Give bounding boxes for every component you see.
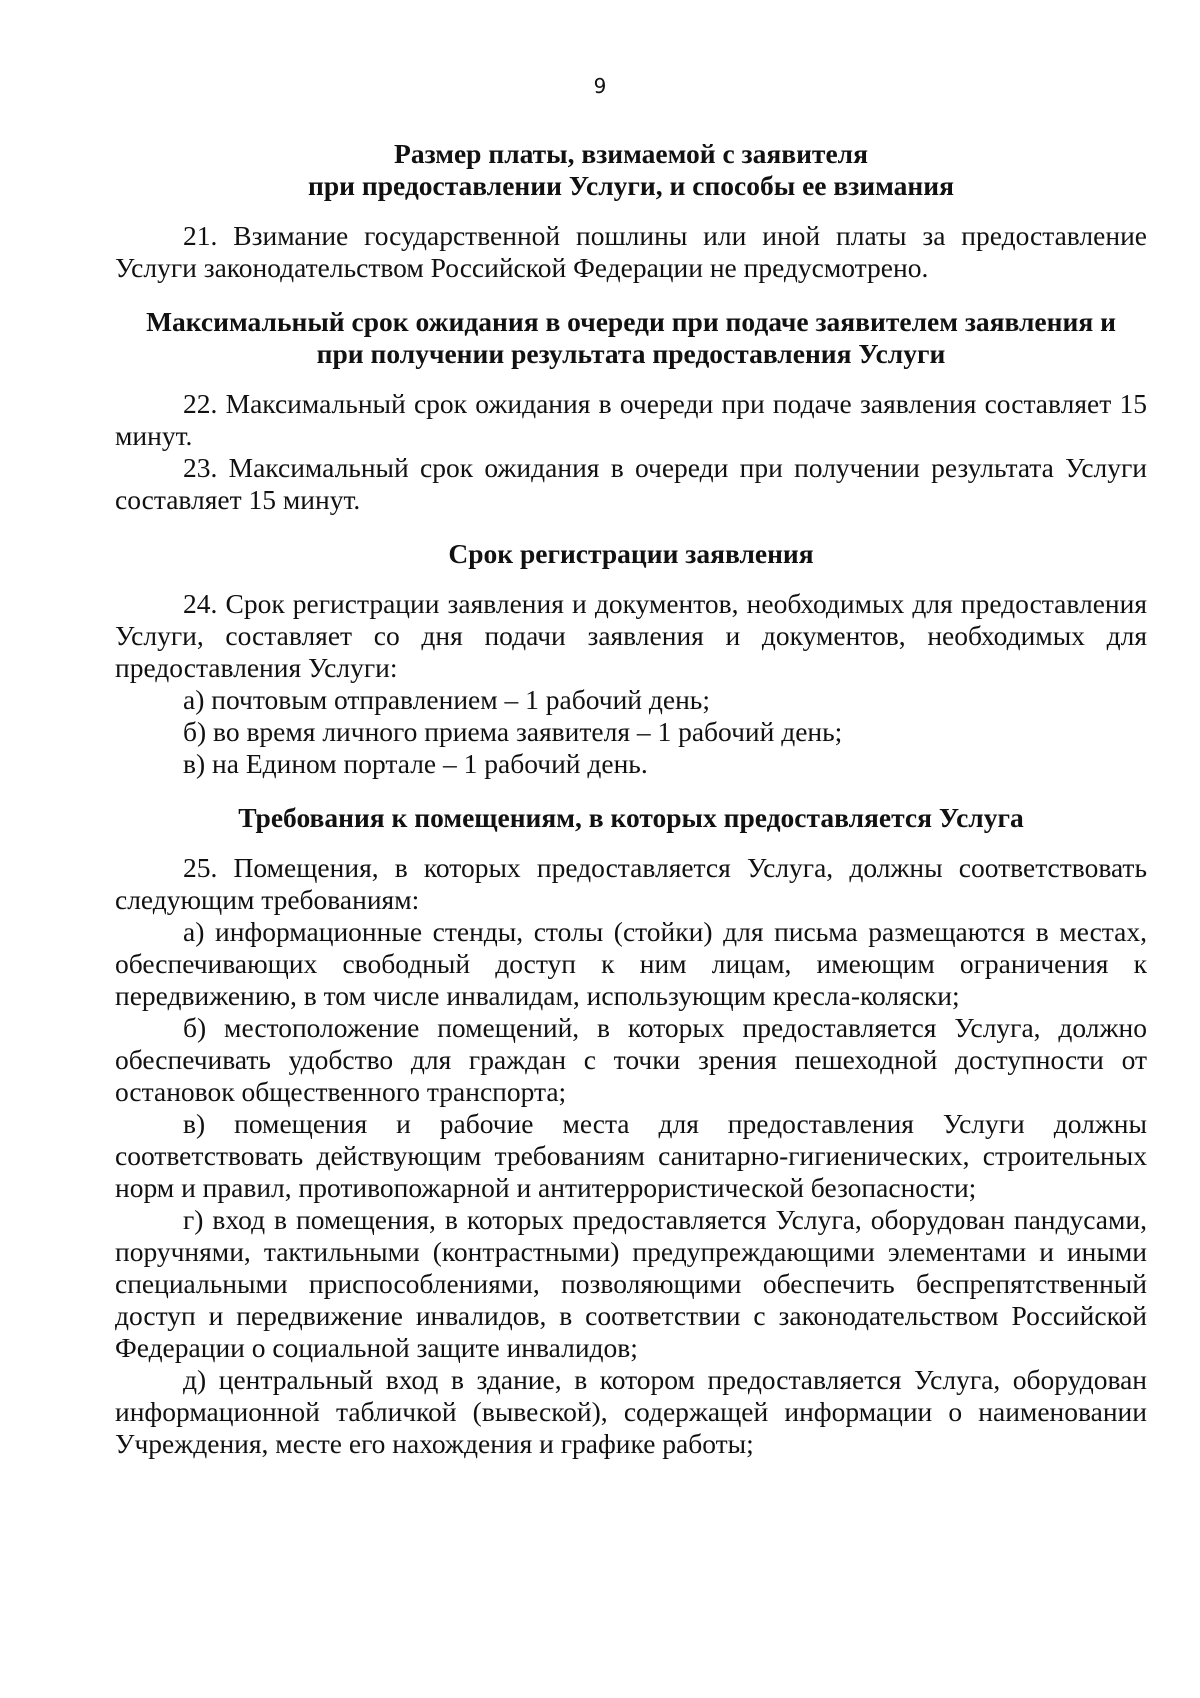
section-heading-queue <box>115 306 1147 370</box>
list-item: г) вход в помещения, в которых предоставляется Услуга, оборудован пандусами, поручнями, тактильными (контрастными) предупреждающими элементами и иными специальными приспособлениями, позволяющими обеспечить беспрепятственный доступ и передвижение инвалидов, в соответствии с законодательством Российской Федерации о социальной защите инвалидов; <box>115 1204 1147 1363</box>
page-number: 9 <box>593 74 607 98</box>
heading-line: Максимальный срок ожидания в очереди при подаче заявителем заявления и <box>146 306 1116 337</box>
heading-line: при предоставлении Услуги, и способы ее взимания <box>308 170 954 201</box>
section-heading-registration: Срок регистрации заявления <box>448 538 814 569</box>
section-heading-payment <box>115 138 1147 202</box>
list-item: д) центральный вход в здание, в котором предоставляется Услуга, оборудован информационной табличкой (вывеской), содержащей информации о наименовании Учреждения, месте его нахождения и графике работы; <box>115 1364 1147 1459</box>
document-body <box>115 138 1147 1460</box>
paragraph-21: 21. Взимание государственной пошлины или иной платы за предоставление Услуги законодательством Российской Федерации не предусмотрено. <box>115 220 1147 283</box>
list-item: а) почтовым отправлением – 1 рабочий день; <box>183 684 710 715</box>
list-item: б) местоположение помещений, в которых предоставляется Услуга, должно обеспечивать удобство для граждан с точки зрения пешеходной доступности от остановок общественного транспорта; <box>115 1012 1147 1107</box>
section-heading-premises: Требования к помещениям, в которых предоставляется Услуга <box>238 802 1024 833</box>
list-item: в) помещения и рабочие места для предоставления Услуги должны соответствовать действующим требованиям санитарно-гигиенических, строительных норм и правил, противопожарной и антитеррористической безопасности; <box>115 1108 1147 1203</box>
paragraph-25: 25. Помещения, в которых предоставляется Услуга, должны соответствовать следующим требованиям: <box>115 852 1147 915</box>
heading-line: Размер платы, взимаемой с заявителя <box>394 138 868 169</box>
heading-line: при получении результата предоставления Услуги <box>316 338 946 369</box>
paragraph-24: 24. Срок регистрации заявления и документов, необходимых для предоставления Услуги, составляет со дня подачи заявления и документов, необходимых для предоставления Услуги: <box>115 588 1147 683</box>
list-item: б) во время личного приема заявителя – 1 рабочий день; <box>183 716 843 747</box>
list-item: а) информационные стенды, столы (стойки) для письма размещаются в местах, обеспечивающих свободный доступ к ним лицам, имеющим ограничения к передвижению, в том числе инвалидам, использующим кресла-коляски; <box>115 916 1147 1011</box>
paragraph-23: 23. Максимальный срок ожидания в очереди при получении результата Услуги составляет 15 минут. <box>115 452 1147 515</box>
paragraph-22: 22. Максимальный срок ожидания в очереди при подаче заявления составляет 15 минут. <box>115 388 1147 451</box>
list-item: в) на Едином портале – 1 рабочий день. <box>183 748 648 779</box>
